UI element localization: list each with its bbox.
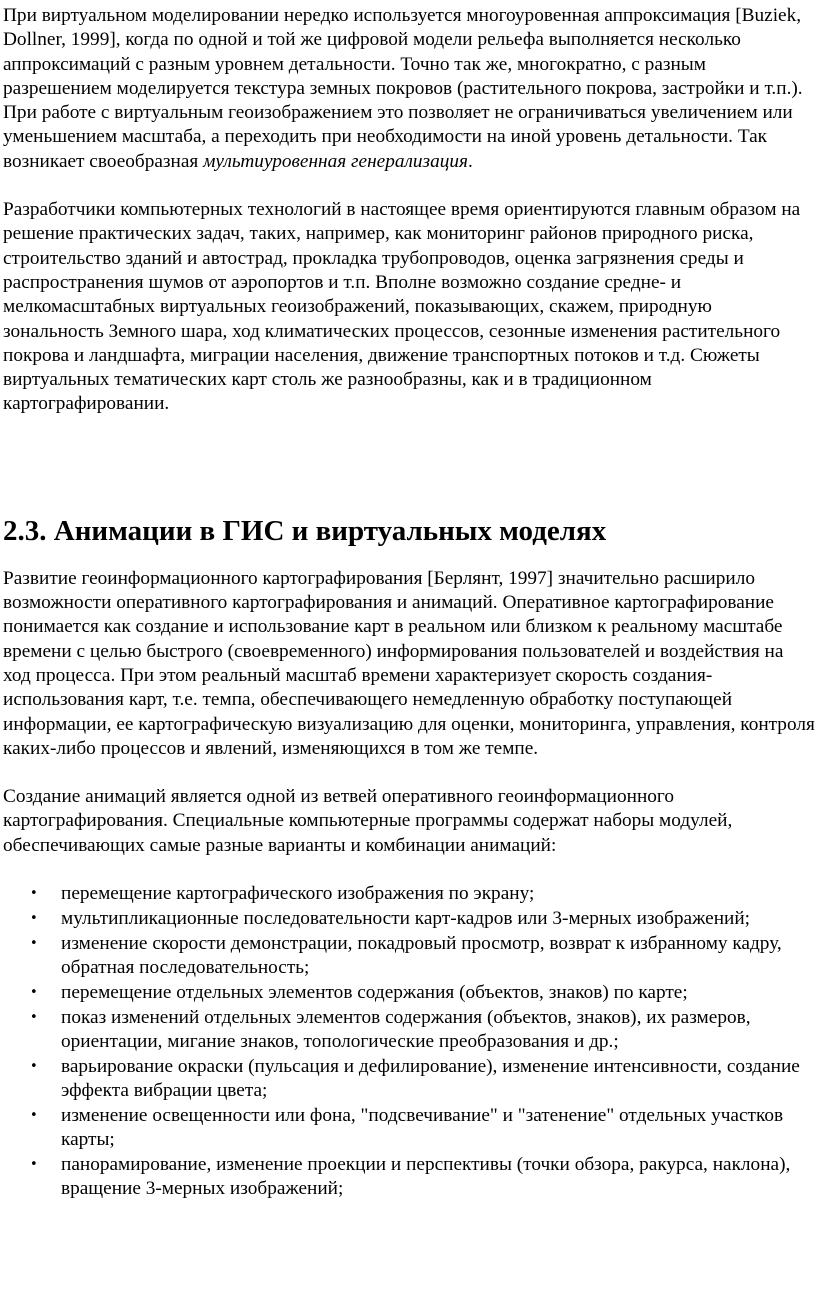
bullet-icon: • [30, 1009, 38, 1025]
paragraph-multilevel-approximation [3, 4, 816, 174]
bullet-icon: • [30, 935, 38, 951]
list-item [3, 1104, 816, 1153]
list-item-text: перемещение отдельных элементов содержания (объектов, знаков) по карте; [61, 981, 688, 1003]
list-item-text: перемещение картографического изображения по экрану; [61, 883, 535, 905]
paragraph-animation-creation: Создание анимаций является одной из ветвей оперативного геоинформационного картографирования. Специальные компьютерные программы содержат наборы модулей, обеспечивающих самые разные варианты и комбинации анимаций: [3, 786, 733, 856]
list-item-text: изменение освещенности или фона, "подсвечивание" и "затенение" отдельных участков карты; [61, 1104, 784, 1150]
section-heading: 2.3. Анимации в ГИС и виртуальных моделях [3, 514, 607, 547]
bullet-icon: • [30, 984, 38, 1000]
list-item-text: варьирование окраски (пульсация и дефилирование), изменение интенсивности, создание эффекта вибрации цвета; [61, 1055, 800, 1101]
paragraph-1-italic-term: мультиуровенная генерализация [203, 150, 468, 172]
list-item [3, 1153, 816, 1202]
list-item-text: мультипликационные последовательности карт-кадров или 3-мерных изображений; [61, 907, 751, 929]
list-item [3, 981, 816, 1005]
paragraph-geoinformation-mapping: Развитие геоинформационного картографирования [Берлянт, 1997] значительно расширило возможности оперативного картографирования и анимаций. Оперативное картографирование понимается как создание и использование карт в реальном или близком к реальному масштабе времени с целью быстрого (своевременного) информирования пользователей и воздействия на ход процесса. При этом реальный масштаб времени характеризует скорость создания-использования карт, т.е. темпа, обеспечивающего немедленную обработку поступающей информации, ее картографическую визуализацию для оценки, мониторинга, управления, контроля каких-либо процессов и явлений, изменяющихся в том же темпе. [3, 567, 815, 759]
paragraph-developers: Разработчики компьютерных технологий в настоящее время ориентируются главным образом на решение практических задач, таких, например, как мониторинг районов природного риска, строительство зданий и автострад, прокладка трубопроводов, оценка загрязнения среды и распространения шумов от аэропортов и т.п. Вполне возможно создание средне- и мелкомасштабных виртуальных геоизображений, показывающих, скажем, природную зональность Земного шара, ход климатических процессов, сезонные изменения растительного покрова и ландшафта, миграции населения, движение транспортных потоков и т.д. Сюжеты виртуальных тематических карт столь же разнообразны, как и в традиционном картографировании. [3, 199, 801, 415]
bullet-icon: • [30, 1058, 38, 1074]
list-item-text: изменение скорости демонстрации, покадровый просмотр, возврат к избранному кадру, обратная последовательность; [61, 932, 782, 978]
bullet-icon: • [30, 910, 38, 926]
list-item-text: показ изменений отдельных элементов содержания (объектов, знаков), их размеров, ориентации, мигание знаков, топологические преобразования и др.; [61, 1006, 751, 1052]
list-item [3, 1055, 816, 1104]
list-item-text: панорамирование, изменение проекции и перспективы (точки обзора, ракурса, наклона), вращение 3-мерных изображений; [61, 1153, 791, 1200]
paragraph-1-text: При виртуальном моделировании нередко используется многоуровенная аппроксимация [Buziek, Dollner, 1999], когда по одной и той же цифровой модели рельефа выполняется несколько аппроксимаций с разным уровнем детальности. Точно так же, многократно, с разным разрешением моделируется текстура земных покровов (растительного покрова, застройки и т.п.). При работе с виртуальным геоизображением это позволяет не ограничиваться увеличением или уменьшением масштаба, а переходить при необходимости на иной уровень детальности. Так возникает своеобразная [3, 5, 803, 172]
list-item [3, 882, 816, 906]
animation-types-list [3, 882, 816, 1201]
list-item [3, 907, 816, 931]
paragraph-1-end: . [467, 150, 473, 172]
bullet-icon: • [30, 886, 38, 902]
bullet-icon: • [30, 1156, 38, 1172]
list-item [3, 932, 816, 981]
list-item [3, 1006, 816, 1055]
bullet-icon: • [30, 1107, 38, 1123]
